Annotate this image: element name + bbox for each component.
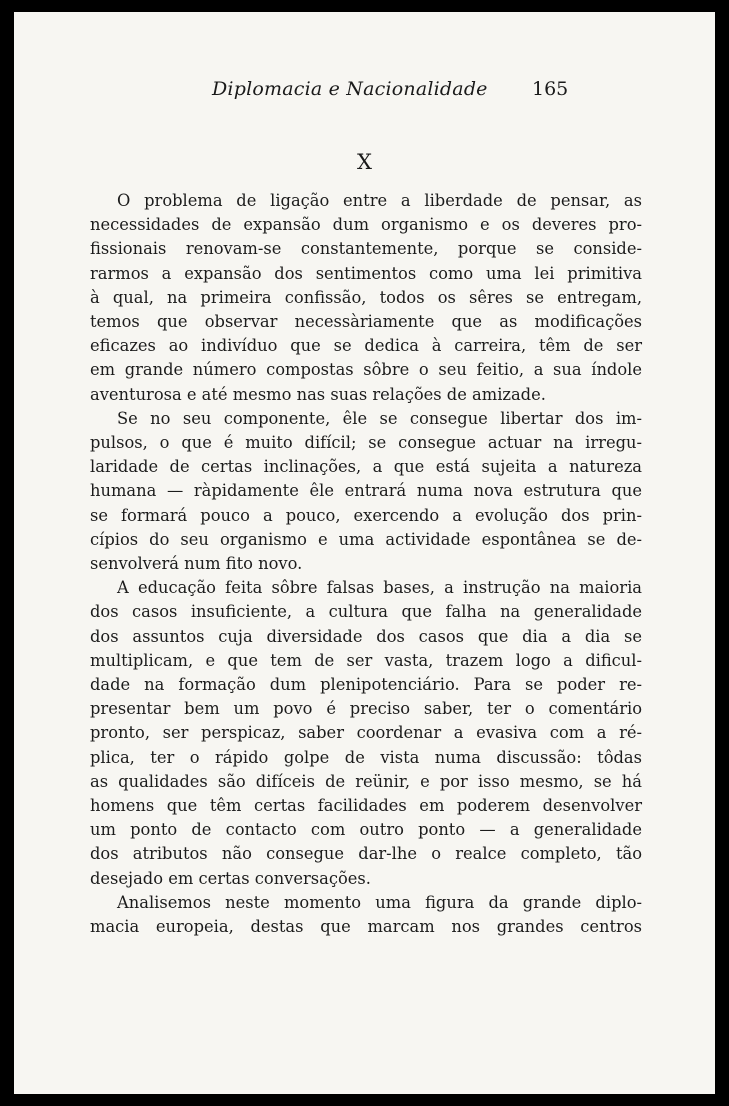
text-line: se formará pouco a pouco, exercendo a evolução dos prin- xyxy=(90,505,642,525)
text-line: laridade de certas inclinações, a que está sujeita a natureza xyxy=(90,457,642,477)
text-line: um ponto de contacto com outro ponto — a generalidade xyxy=(90,820,642,840)
paragraph-2 xyxy=(90,407,642,576)
text-line: presentar bem um povo é preciso saber, ter o comentário xyxy=(90,699,642,719)
book-page xyxy=(14,12,715,1094)
text-line: necessidades de expansão dum organismo e os deveres pro- xyxy=(90,215,642,235)
text-line: humana — ràpidamente êle entrará numa nova estrutura que xyxy=(90,481,642,501)
paragraph-1 xyxy=(90,189,642,407)
text-line: pulsos, o que é muito difícil; se consegue actuar na irregu- xyxy=(90,433,642,453)
text-line: dos assuntos cuja diversidade dos casos que dia a dia se xyxy=(90,626,642,646)
text-line: cípios do seu organismo e uma actividade espontânea se de- xyxy=(90,529,642,549)
text-line: em grande número compostas sôbre o seu feitio, a sua índole xyxy=(90,360,642,380)
page-header xyxy=(14,78,715,106)
text-line: fissionais renovam-se constantemente, porque se conside- xyxy=(90,239,642,259)
body-text xyxy=(90,189,642,939)
running-title: Diplomacia e Nacionalidade xyxy=(212,78,488,100)
chapter-heading: X xyxy=(357,150,372,174)
text-line: pronto, ser perspicaz, saber coordenar a evasiva com a ré- xyxy=(90,723,642,743)
text-line: macia europeia, destas que marcam nos grandes centros xyxy=(90,917,642,937)
text-line: senvolverá num fito novo. xyxy=(90,554,303,574)
text-line: homens que têm certas facilidades em poderem desenvolver xyxy=(90,796,642,816)
text-line: as qualidades são difíceis de reünir, e por isso mesmo, se há xyxy=(90,771,642,791)
text-line: desejado em certas conversações. xyxy=(90,868,371,888)
text-line: plica, ter o rápido golpe de vista numa discussão: tôdas xyxy=(90,747,642,767)
text-line: Analisemos neste momento uma figura da grande diplo- xyxy=(117,892,642,912)
text-line: eficazes ao indivíduo que se dedica à carreira, têm de ser xyxy=(90,336,642,356)
text-line: dos atributos não consegue dar-lhe o realce completo, tão xyxy=(90,844,642,864)
text-line: A educação feita sôbre falsas bases, a instrução na maioria xyxy=(117,578,642,598)
paragraph-3 xyxy=(90,576,642,891)
text-line: Se no seu componente, êle se consegue libertar dos im- xyxy=(117,408,642,428)
text-line: multiplicam, e que tem de ser vasta, trazem logo a dificul- xyxy=(90,650,642,670)
text-line: aventurosa e até mesmo nas suas relações de amizade. xyxy=(90,384,546,404)
page-number: 165 xyxy=(532,78,569,100)
text-line: O problema de ligação entre a liberdade de pensar, as xyxy=(117,191,642,210)
paragraph-4 xyxy=(90,891,642,939)
text-line: rarmos a expansão dos sentimentos como uma lei primitiva xyxy=(90,263,642,283)
text-line: dade na formação dum plenipotenciário. Para se poder re- xyxy=(90,675,642,695)
text-line: dos casos insuficiente, a cultura que falha na generalidade xyxy=(90,602,642,622)
text-line: à qual, na primeira confissão, todos os sêres se entregam, xyxy=(90,287,642,307)
text-line: temos que observar necessàriamente que as modificações xyxy=(90,312,642,332)
